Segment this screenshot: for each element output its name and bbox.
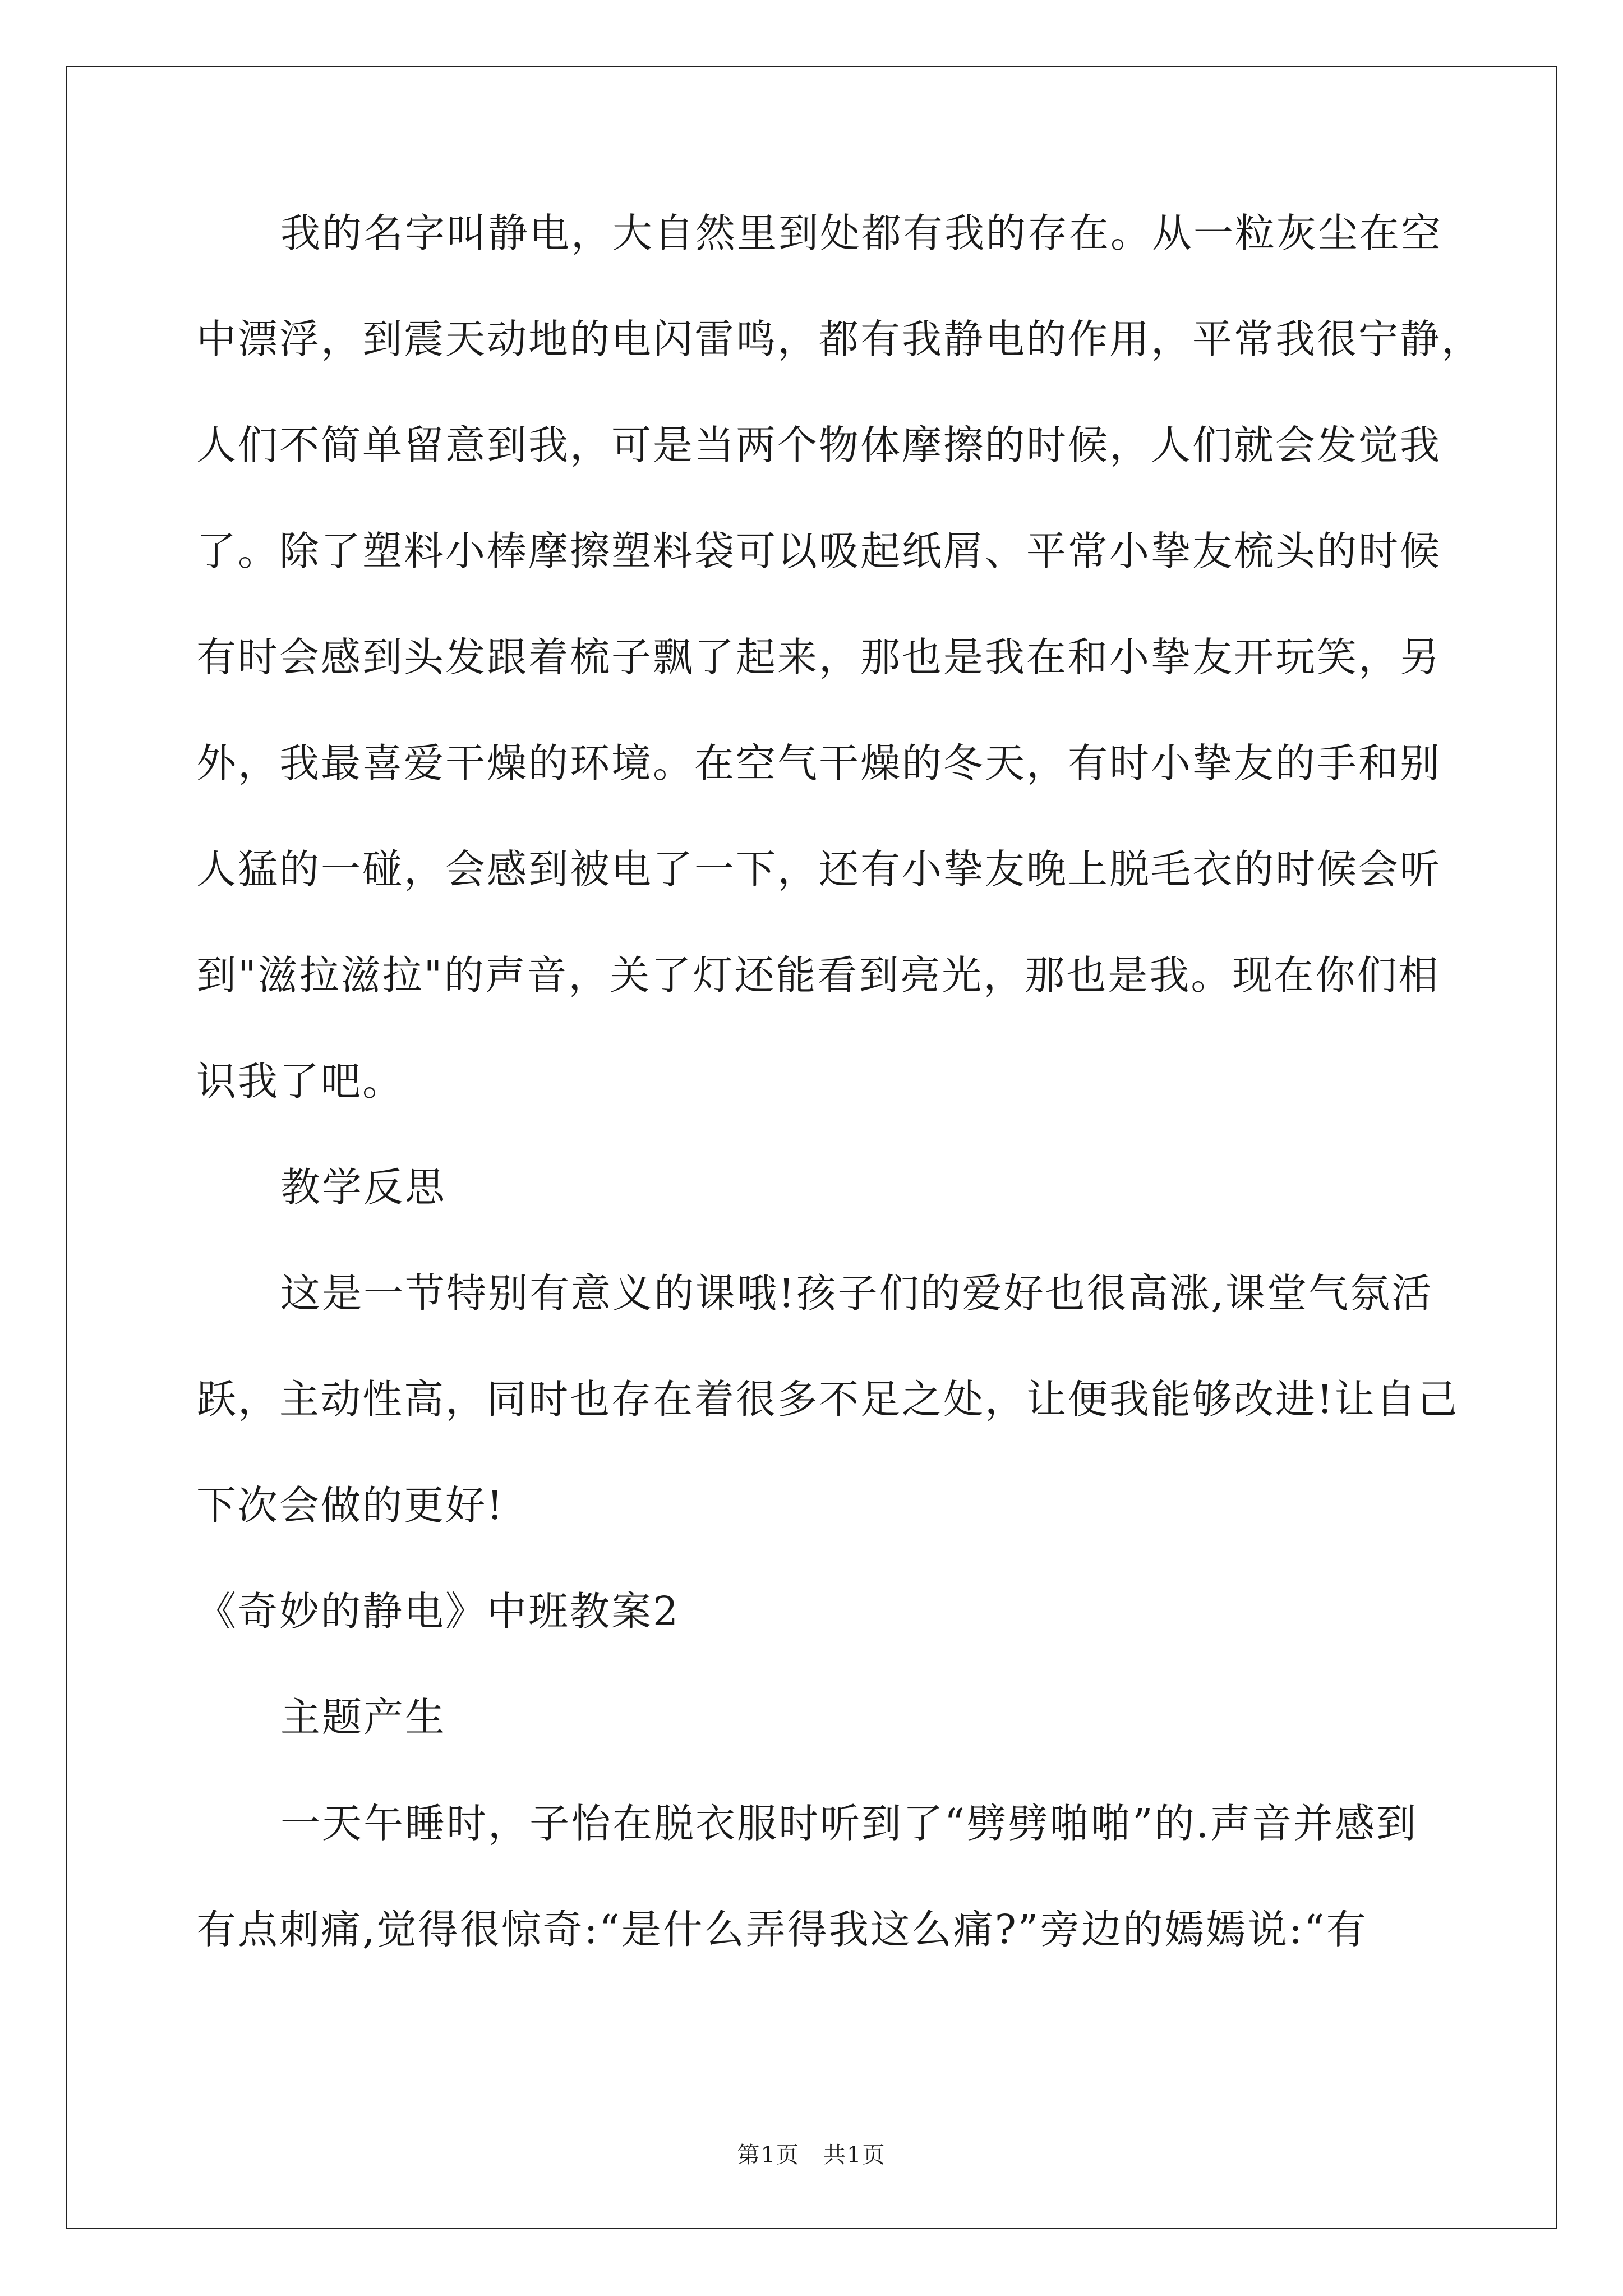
paragraph-line: 中漂浮，到震天动地的电闪雷鸣，都有我静电的作用，平常我很宁静，	[196, 316, 1483, 362]
paragraph-line: 识我了吧。	[196, 1058, 404, 1105]
paragraph-line: 到"滋拉滋拉"的声音，关了灯还能看到亮光，那也是我。现在你们相	[196, 952, 1440, 999]
page-footer: 第1页 共1页	[737, 2142, 886, 2168]
paragraph-line: 有时会感到头发跟着梳子飘了起来，那也是我在和小挚友开玩笑，另	[196, 634, 1442, 680]
section-heading: 主题产生	[280, 1694, 447, 1741]
document-title: 《奇妙的静电》中班教案2	[196, 1588, 680, 1635]
paragraph-line: 有点刺痛,觉得很惊奇:“是什么弄得我这么痛?”旁边的嫣嫣说:“有	[196, 1906, 1368, 1953]
section-heading: 教学反思	[280, 1164, 447, 1211]
paragraph-line: 人猛的一碰，会感到被电了一下，还有小挚友晚上脱毛衣的时候会听	[196, 846, 1442, 892]
paragraph-line: 下次会做的更好!	[196, 1482, 505, 1529]
paragraph-line: 了。除了塑料小棒摩擦塑料袋可以吸起纸屑、平常小挚友梳头的时候	[196, 528, 1442, 574]
paragraph-line: 这是一节特别有意义的课哦!孩子们的爱好也很高涨,课堂气氛活	[280, 1270, 1433, 1317]
paragraph-line: 我的名字叫静电，大自然里到处都有我的存在。从一粒灰尘在空	[280, 210, 1443, 256]
paragraph-line: 人们不简单留意到我，可是当两个物体摩擦的时候，人们就会发觉我	[196, 422, 1442, 468]
paragraph-line: 一天午睡时，子怡在脱衣服时听到了“劈劈啪啪”的.声音并感到	[280, 1800, 1418, 1847]
document-body	[196, 210, 1483, 2016]
paragraph-line: 跃，主动性高，同时也存在着很多不足之处，让便我能够改进!让自己	[196, 1376, 1459, 1423]
paragraph-line: 外，我最喜爱干燥的环境。在空气干燥的冬天，有时小挚友的手和别	[196, 740, 1442, 786]
